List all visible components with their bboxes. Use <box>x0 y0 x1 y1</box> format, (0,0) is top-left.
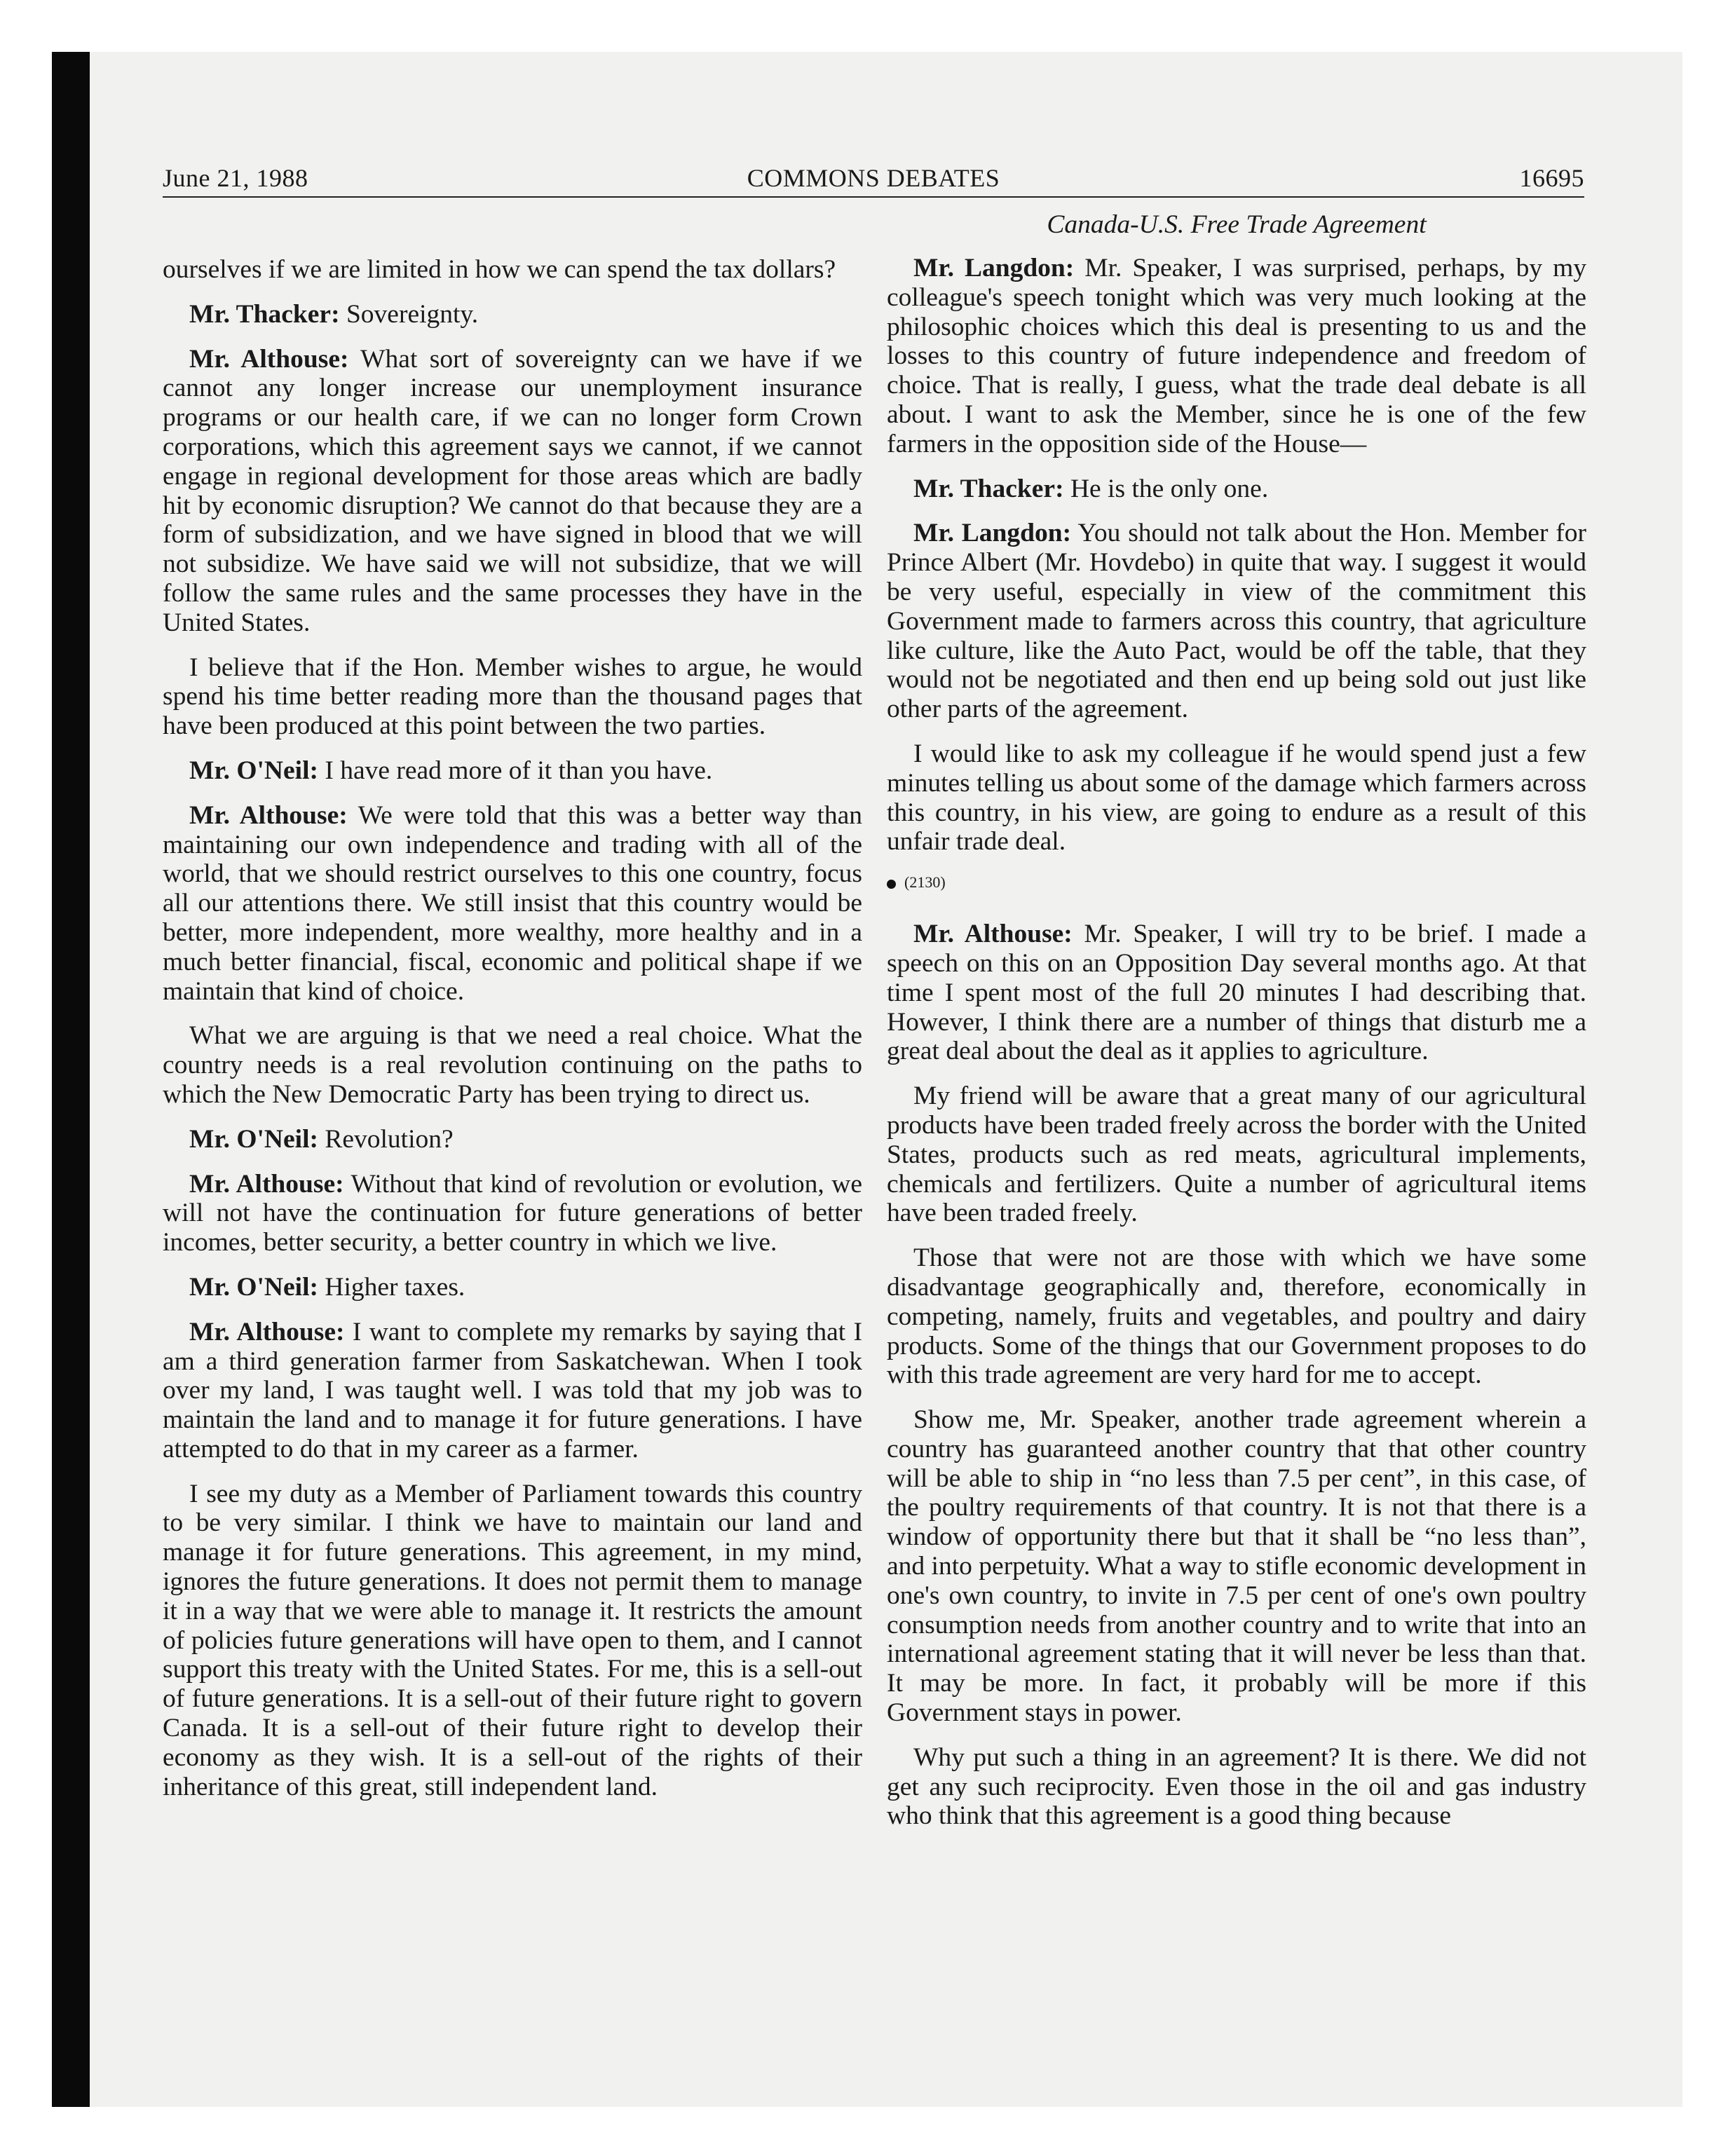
speaker-name: Mr. Althouse: <box>189 1169 344 1199</box>
paragraph: Mr. O'Neil: Higher taxes. <box>189 1272 465 1302</box>
speaker-name: Mr. O'Neil: <box>189 1124 318 1154</box>
paragraph: Mr. Althouse: What sort of sovereignty can we have if we cannot any longer increase our unemployment insurance programs or our health care, if we can no longer form Crown corporations, which this agreement says we cannot, if we cannot engage in regional development for those areas which are badly hit by economic disruption? We cannot do that because they are a form of subsidization, and we have signed in blood that we will not subsidize. We have said we will not subsidize, that we will follow the same rules and the same processes they have in the United States. <box>163 344 862 637</box>
paragraph: I believe that if the Hon. Member wishes to argue, he would spend his time better reading more than the thousand pages that have been produced at this point between the two parties. <box>163 653 862 741</box>
paragraph: Mr. Althouse: I want to complete my remarks by saying that I am a third generation farmer from Saskatchewan. When I took over my land, I was taught well. I was told that my job was to maintain the land and to manage it for future generations. I have attempted to do that in my career as a farmer. <box>163 1317 862 1464</box>
paragraph: I would like to ask my colleague if he would spend just a few minutes telling us about some of the damage which farmers across this country, in his view, are going to endure as a result of this unfair trade deal. <box>887 739 1586 857</box>
speaker-name: Mr. Thacker: <box>189 299 340 329</box>
paragraph: Mr. Althouse: We were told that this was a better way than maintaining our own independence and trading with all of the world, that we should restrict ourselves to this one country, focus all our attentions there. We still insist that this country would be better, more independent, more wealthy, more healthy and in a much better financial, fiscal, economic and political shape if we maintain that kind of choice. <box>163 800 863 1006</box>
paragraph: What we are arguing is that we need a real choice. What the country needs is a real revolution continuing on the paths to which the New Democratic Party has been trying to direct us. <box>163 1021 862 1109</box>
binding-edge <box>52 52 90 2107</box>
speaker-name: Mr. Langdon: <box>913 254 1075 282</box>
paragraph: Mr. O'Neil: Revolution? <box>189 1124 454 1154</box>
paragraph: Mr. Althouse: Mr. Speaker, I will try to be brief. I made a speech on this on an Opposition Day several months ago. At that time I spent most of the full 20 minutes I had describing that. However, I think there are a number of things that disturb me a great deal about the deal as it applies to agriculture. <box>887 920 1586 1066</box>
header-page-number: 16695 <box>1519 164 1584 192</box>
header-date: June 21, 1988 <box>163 164 308 192</box>
speaker-name: Mr. Althouse: <box>189 1317 345 1346</box>
paragraph: Mr. Langdon: You should not talk about the Hon. Member for Prince Albert (Mr. Hovdebo) in quite that way. I suggest it would be very useful, especially in view of the commitment this Government made to farmers across this country, that agriculture like culture, like the Auto Pact, would be off the table, that they would not be negotiated and then end up being sold out just like other parts of the agreement. <box>887 519 1586 724</box>
paragraph: My friend will be aware that a great many of our agricultural products have been traded freely across the border with the United States, products such as red meats, agricultural implements, chemicals and fertilizers. Quite a number of agricultural items have been traded freely. <box>887 1082 1586 1228</box>
running-header <box>163 160 1584 198</box>
timestamp-text: (2130) <box>904 873 946 892</box>
speaker-name: Mr. Althouse: <box>189 800 348 830</box>
paragraph: Mr. O'Neil: I have read more of it than you have. <box>189 756 713 785</box>
left-column <box>163 255 862 1817</box>
paragraph: Mr. Langdon: Mr. Speaker, I was surprised, perhaps, by my colleague's speech tonight which was very much looking at the philosophic choices which this deal is presenting to us and the losses to this country of future independence and freedom of choice. That is really, I guess, what the trade deal debate is all about. I want to ask the Member, since he is one of the few farmers in the opposition side of the House— <box>887 254 1587 458</box>
speaker-name: Mr. O'Neil: <box>189 756 318 785</box>
bullet-icon <box>887 880 896 889</box>
paragraph: Why put such a thing in an agreement? It is there. We did not get any such reciprocity. Even those in the oil and gas industry who think that this agreement is a good thing because <box>887 1742 1586 1831</box>
speaker-name: Mr. Althouse: <box>189 344 349 374</box>
speaker-name: Mr. Thacker: <box>913 474 1064 503</box>
header-publication: COMMONS DEBATES <box>747 164 1000 192</box>
paragraph: Mr. Thacker: Sovereignty. <box>189 299 479 329</box>
speaker-name: Mr. O'Neil: <box>189 1272 318 1302</box>
right-column <box>887 209 1586 1846</box>
paragraph: Mr. Thacker: He is the only one. <box>913 474 1269 503</box>
paragraph: I see my duty as a Member of Parliament towards this country to be very similar. I think we have to maintain our land and manage it for future generations. This agreement, in my mind, ignores the future generations. It does not permit them to manage it in a way that we were able to manage it. It restricts the amount of policies future generations will have open to them, and I cannot support this treaty with the United States. For me, this is a sell-out of future generations. It is a sell-out of their future right to govern Canada. It is a sell-out of their future right to develop their economy as they wish. It is a sell-out of the rights of their inheritance of this great, still independent land. <box>163 1479 862 1801</box>
timestamp-marker <box>887 872 1586 893</box>
speaker-name: Mr. Althouse: <box>913 920 1073 949</box>
paragraph: Mr. Althouse: Without that kind of revolution or evolution, we will not have the continuation for future generations of better incomes, better security, a better country in which we live. <box>163 1169 862 1257</box>
paragraph: Show me, Mr. Speaker, another trade agreement wherein a country has guaranteed another country that that other country will be able to ship in “no less than 7.5 per cent”, in this case, of the poultry requirements of that country. It is not that there is a window of opportunity there but that it shall be “no less than”, and into perpetuity. What a way to stifle economic development in one's own country, to invite in 7.5 per cent of one's own poultry consumption needs from another country and to write that into an international agreement stating that it will never be less than that. It may be more. In fact, it probably will be more if this Government stays in power. <box>887 1405 1586 1728</box>
speaker-name: Mr. Langdon: <box>913 519 1072 548</box>
paragraph: ourselves if we are limited in how we can spend the tax dollars? <box>163 255 836 284</box>
section-title: Canada-U.S. Free Trade Agreement <box>1047 210 1427 239</box>
paragraph: Those that were not are those with which we have some disadvantage geographically and, therefore, economically in competing, namely, fruits and vegetables, and poultry and dairy products. Some of the things that our Government proposes to do with this trade agreement are very hard for me to accept. <box>887 1243 1586 1390</box>
